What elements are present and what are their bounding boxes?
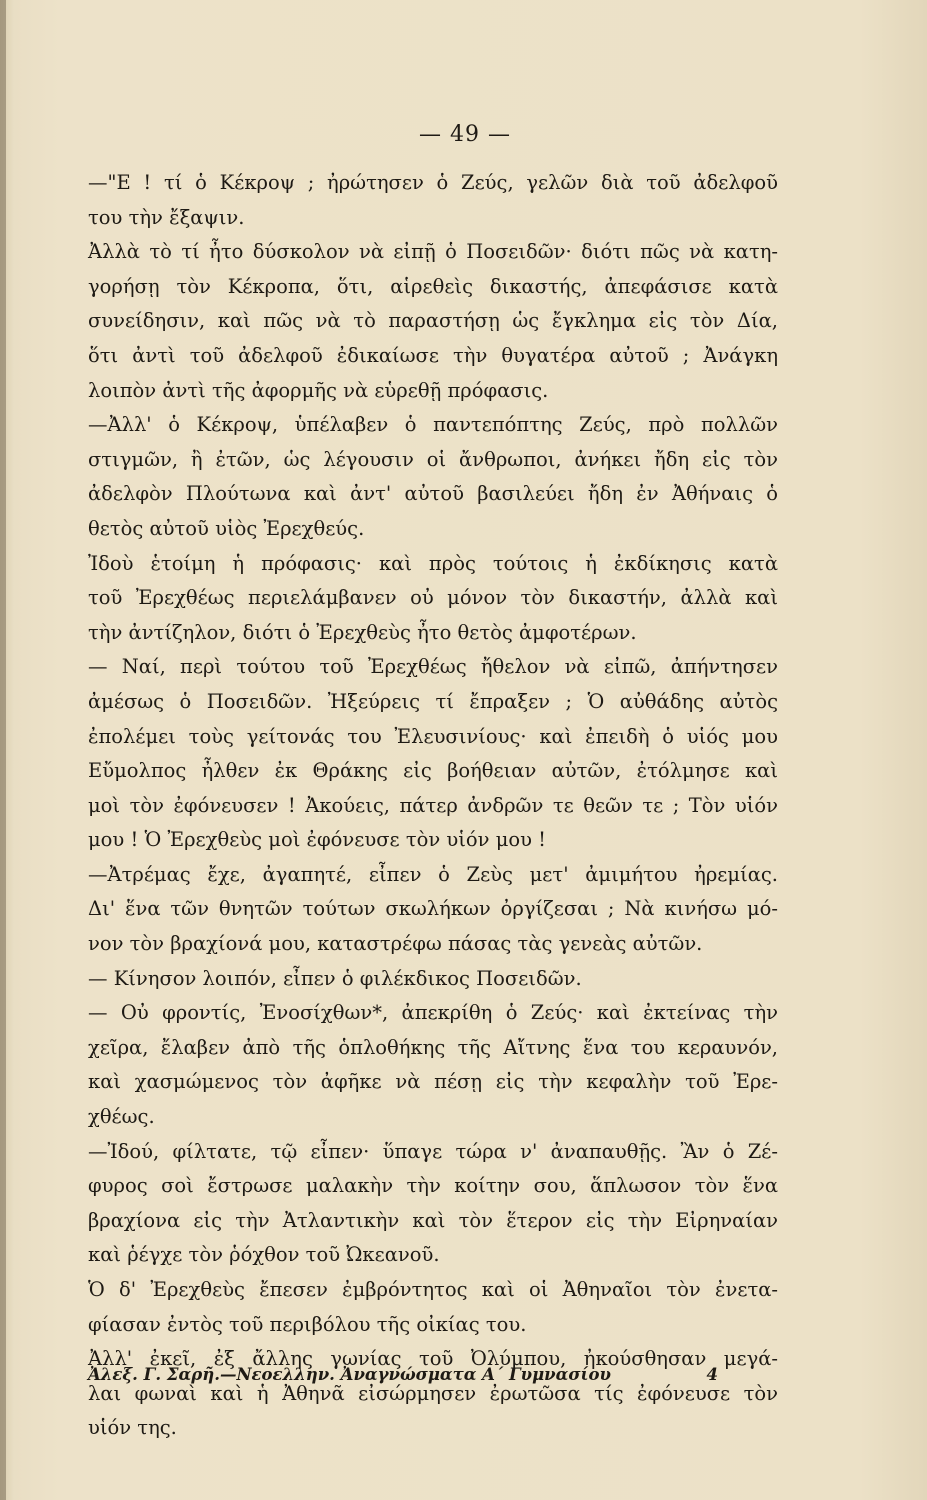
- body-text: [88, 166, 778, 1446]
- text-line: καὶ χασμώμενος τὸν ἀφῆκε νὰ πέσῃ εἰς τὴν κεφαλὴν τοῦ Ἐρε-: [88, 1070, 778, 1094]
- text-line: — Κίνησον λοιπόν, εἶπεν ὁ φιλέκδικος Ποσειδῶν.: [88, 966, 582, 990]
- text-line: —Ἀλλ' ὁ Κέκροψ, ὑπέλαβεν ὁ παντεπόπτης Ζεύς, πρὸ πολλῶν: [88, 413, 778, 437]
- text-line: —Ἰδού, φίλτατε, τῷ εἶπεν· ὕπαγε τώρα ν' ἀναπαυθῇς. Ἂν ὁ Ζέ-: [88, 1139, 778, 1163]
- text-line: Ἰδοὺ ἑτοίμη ἡ πρόφασις· καὶ πρὸς τούτοις ἡ ἐκδίκησις κατὰ: [88, 551, 778, 575]
- text-line: καὶ ῥέγχε τὸν ῥόχθον τοῦ Ὠκεανοῦ.: [88, 1243, 440, 1267]
- text-line: Δι' ἕνα τῶν θνητῶν τούτων σκωλήκων ὀργίζεσαι ; Νὰ κινήσω μό-: [88, 897, 778, 921]
- text-line: λοιπὸν ἀντὶ τῆς ἀφορμῆς νὰ εὑρεθῇ πρόφασις.: [88, 378, 549, 402]
- text-line: Ἀλλὰ τὸ τί ἦτο δύσκολον νὰ εἰπῇ ὁ Ποσειδῶν· διότι πῶς νὰ κατη-: [88, 240, 778, 264]
- text-line: — Ναί, περὶ τούτου τοῦ Ἐρεχθέως ἤθελον νὰ εἰπῶ, ἀπήντησεν: [88, 655, 778, 679]
- text-line: φίασαν ἐντὸς τοῦ περιβόλου τῆς οἰκίας του.: [88, 1312, 527, 1336]
- text-line: τὴν ἀντίζηλον, διότι ὁ Ἐρεχθεὺς ἦτο θετὸς ἀμφοτέρων.: [88, 620, 637, 644]
- text-line: —"Ε ! τί ὁ Κέκροψ ; ἠρώτησεν ὁ Ζεύς, γελῶν διὰ τοῦ ἀδελφοῦ: [88, 171, 778, 194]
- page-footer: [88, 1360, 728, 1390]
- text-line: —Ἀτρέμας ἔχε, ἀγαπητέ, εἶπεν ὁ Ζεὺς μετ' ἀμιμήτου ἠρεμίας.: [88, 862, 778, 886]
- text-line: ἀμέσως ὁ Ποσειδῶν. Ἠξεύρεις τί ἔπραξεν ; Ὁ αὐθάδης αὐτὸς: [88, 689, 778, 713]
- text-line: συνείδησιν, καὶ πῶς νὰ τὸ παραστήσῃ ὡς ἔγκλημα εἰς τὸν Δία,: [88, 309, 778, 333]
- text-line: του τὴν ἔξαψιν.: [88, 205, 245, 229]
- text-line: ἀδελφὸν Πλούτωνα καὶ ἀντ' αὐτοῦ βασιλεύει ἤδη ἐν Ἀθήναις ὁ: [88, 482, 778, 506]
- text-line: μου ! Ὁ Ἐρεχθεὺς μοὶ ἐφόνευσε τὸν υἱόν μου !: [88, 828, 547, 852]
- text-line: γορήσῃ τὸν Κέκροπα, ὅτι, αἱρεθεὶς δικαστής, ἀπεφάσισε κατὰ: [88, 274, 778, 298]
- text-line: ὅτι ἀντὶ τοῦ ἀδελφοῦ ἐδικαίωσε τὴν θυγατέρα αὐτοῦ ; Ἀνάγκη: [88, 343, 778, 367]
- text-line: θετὸς αὐτοῦ υἱὸς Ἐρεχθεύς.: [88, 516, 365, 540]
- text-line: χθέως.: [88, 1105, 155, 1129]
- text-line: βραχίονα εἰς τὴν Ἀτλαντικὴν καὶ τὸν ἕτερον εἰς τὴν Εἰρηναίαν: [88, 1208, 778, 1232]
- text-line: ἐπολέμει τοὺς γείτονάς του Ἐλευσινίους· καὶ ἐπειδὴ ὁ υἱός μου: [88, 724, 778, 748]
- text-line: μοὶ τὸν ἐφόνευσεν ! Ἀκούεις, πάτερ ἀνδρῶν τε θεῶν τε ; Τὸν υἱόν: [88, 793, 778, 817]
- footer-citation: Ἀλεξ. Γ. Σαρῆ.—Νεοελλην. Ἀναγνώσματα Α΄ Γυμνασίου: [88, 1365, 611, 1384]
- text-line: στιγμῶν, ἢ ἐτῶν, ὡς λέγουσιν οἱ ἄνθρωποι, ἀνήκει ἤδη εἰς τὸν: [88, 447, 778, 471]
- footer-signature-number: 4: [706, 1365, 718, 1384]
- text-line: τοῦ Ἐρεχθέως περιελάμβανεν οὐ μόνον τὸν δικαστήν, ἀλλὰ καὶ: [88, 586, 778, 610]
- text-line: υἱόν της.: [88, 1416, 177, 1440]
- text-line: Εὔμολπος ἦλθεν ἐκ Θράκης εἰς βοήθειαν αὐτῶν, ἐτόλμησε καὶ: [88, 759, 778, 783]
- page-spine-edge: [0, 0, 6, 1500]
- text-line: λαι φωναὶ καὶ ἡ Ἀθηνᾶ εἰσώρμησεν ἐρωτῶσα τίς ἐφόνευσε τὸν: [88, 1381, 778, 1405]
- text-line: χεῖρα, ἔλαβεν ἀπὸ τῆς ὁπλοθήκης τῆς Αἴτνης ἕνα του κεραυνόν,: [88, 1035, 778, 1059]
- text-line: φυρος σοὶ ἔστρωσε μαλακὴν τὴν κοίτην σου, ἅπλωσον τὸν ἕνα: [88, 1174, 778, 1198]
- text-line: — Οὐ φροντίς, Ἐνοσίχθων*, ἀπεκρίθη ὁ Ζεύς· καὶ ἐκτείνας τὴν: [88, 1001, 778, 1025]
- text-line: Ἀλλ' ἐκεῖ, ἐξ ἄλλης γωνίας τοῦ Ὀλύμπου, ἠκούσθησαν μεγά-: [88, 1347, 778, 1371]
- page-number: — 49 —: [419, 122, 511, 147]
- text-line: νον τὸν βραχίονά μου, καταστρέφω πάσας τὰς γενεὰς αὐτῶν.: [88, 932, 703, 956]
- text-line: Ὁ δ' Ἐρεχθεὺς ἔπεσεν ἐμβρόντητος καὶ οἱ Ἀθηναῖοι τὸν ἐνετα-: [88, 1278, 778, 1301]
